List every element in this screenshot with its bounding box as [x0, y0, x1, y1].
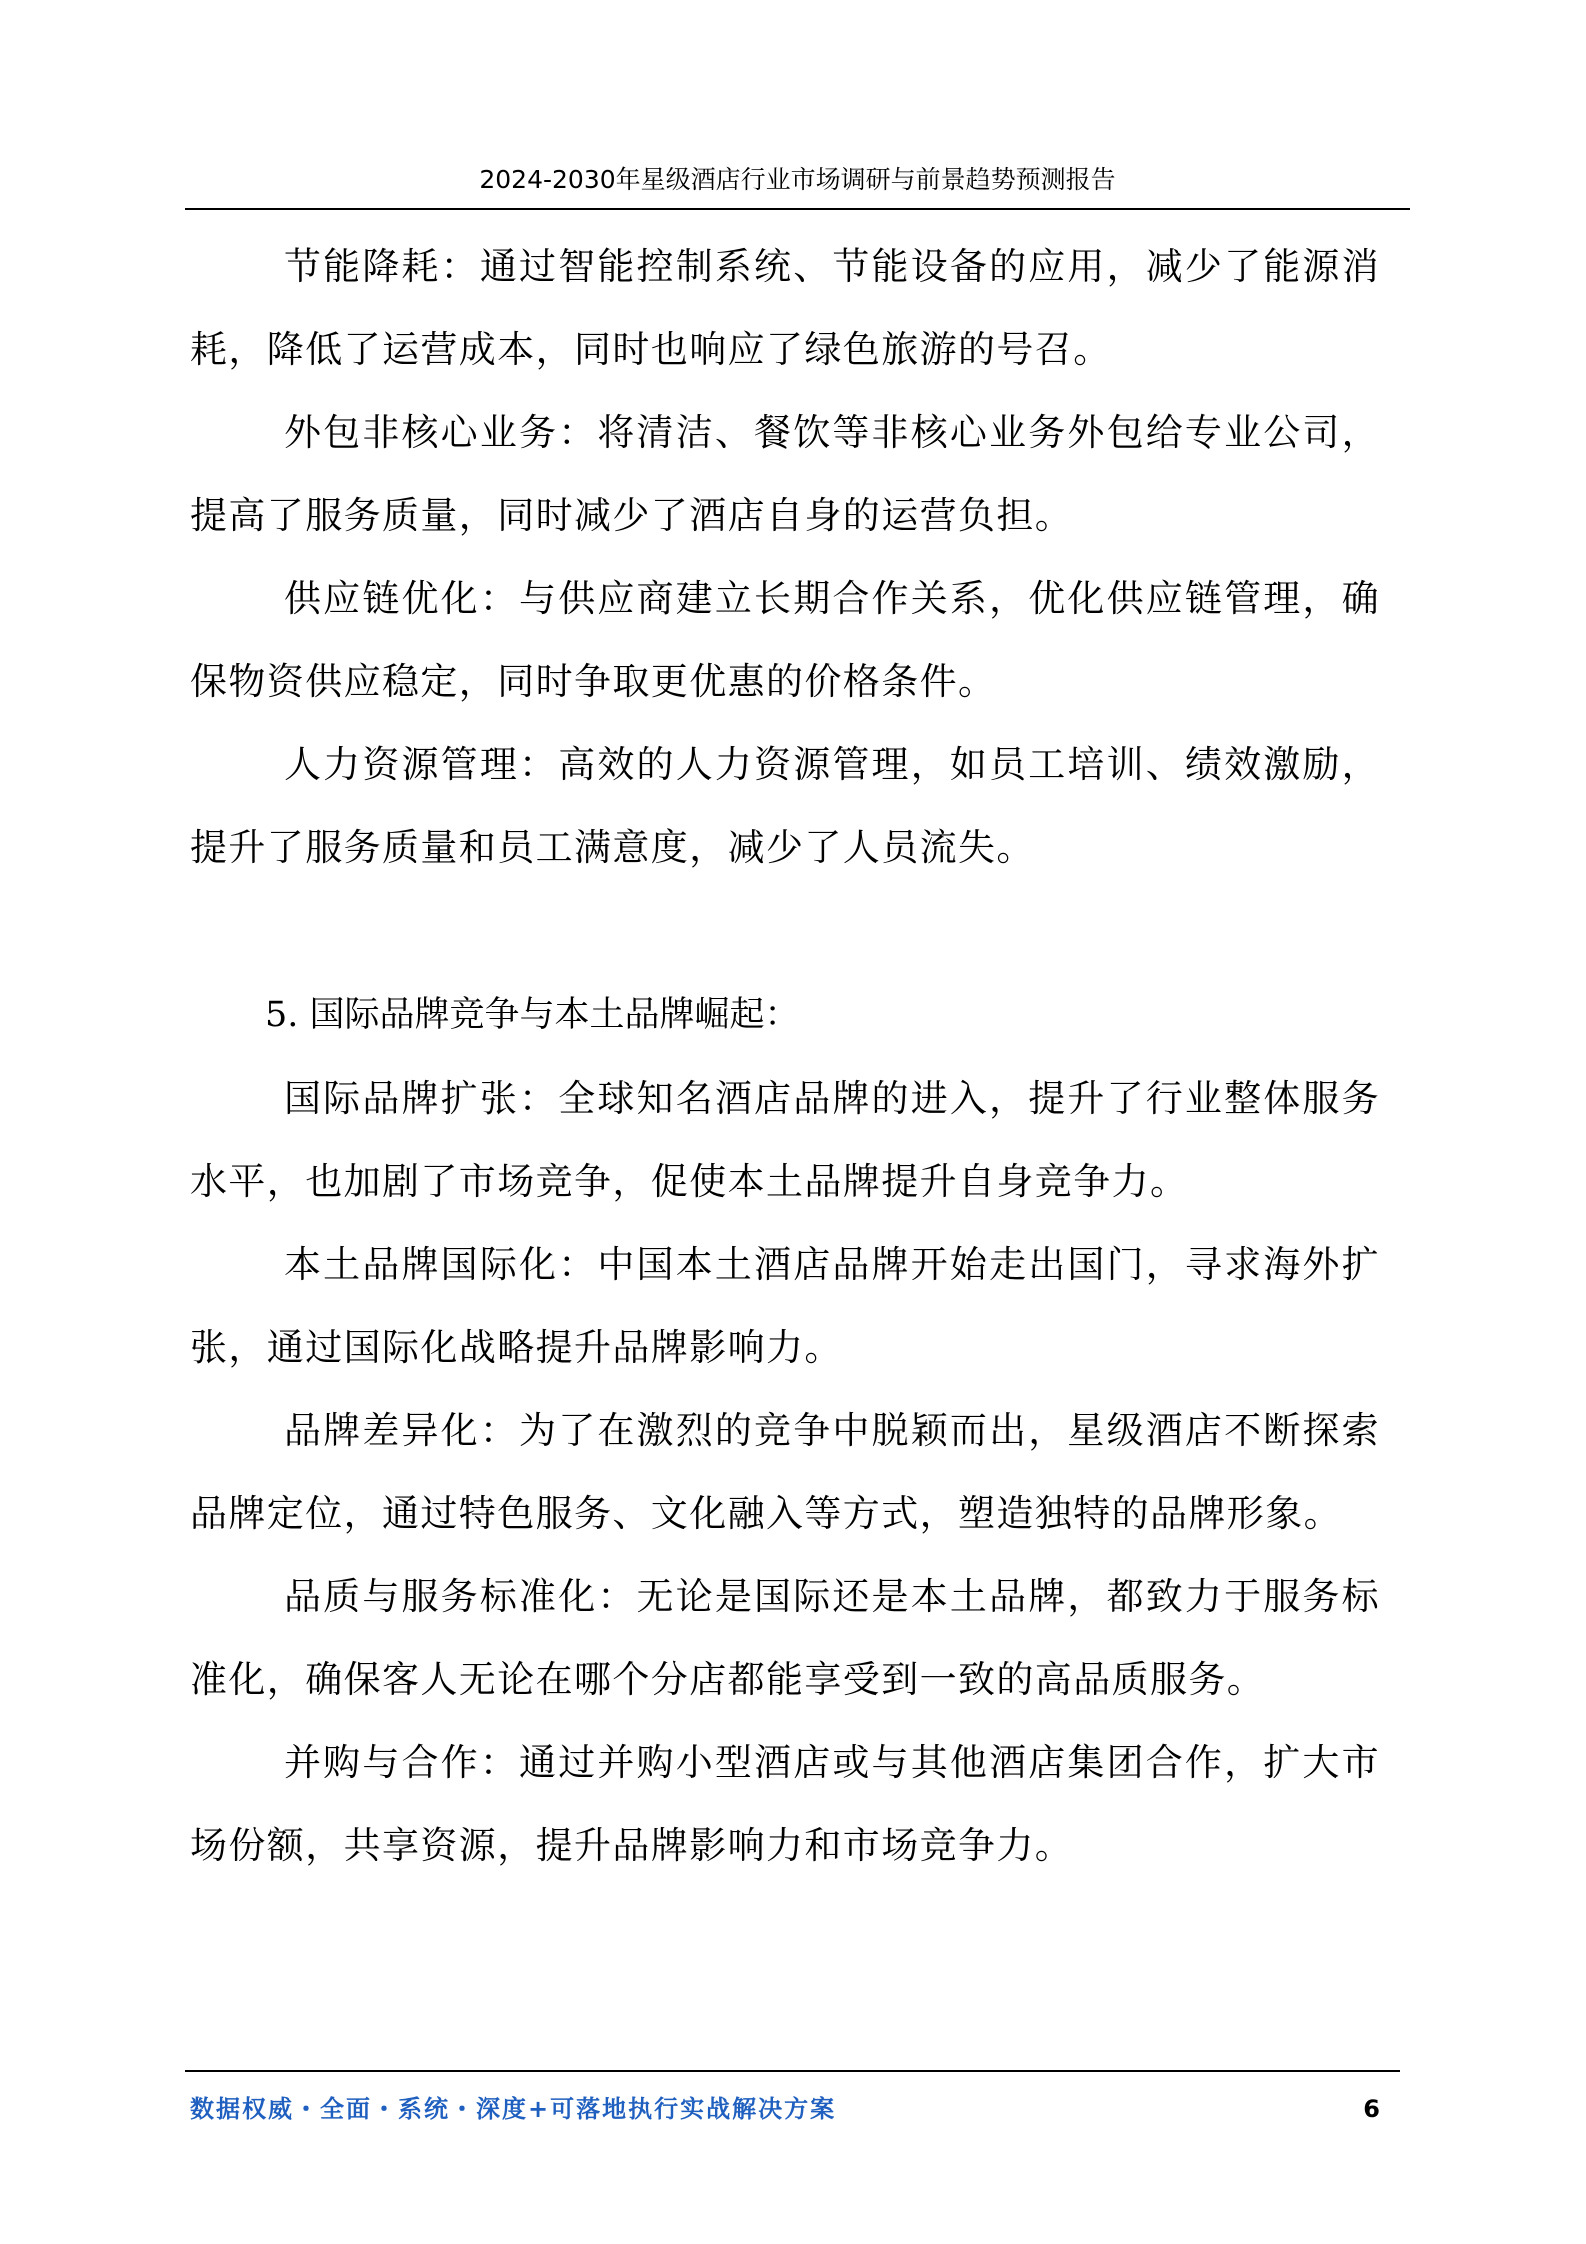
paragraph-outsourcing: 外包非核心业务：将清洁、餐饮等非核心业务外包给专业公司，提高了服务质量，同时减少了酒店自身的运营负担。 [190, 411, 1380, 537]
paragraph-brand-differentiation: 品牌差异化：为了在激烈的竞争中脱颖而出，星级酒店不断探索品牌定位，通过特色服务、文化融入等方式，塑造独特的品牌形象。 [190, 1409, 1380, 1535]
footer-slogan: 数据权威・全面・系统・深度+可落地执行实战解决方案 [190, 2095, 837, 2123]
section-spacer [190, 889, 1380, 974]
footer-divider [185, 2070, 1400, 2072]
paragraph-energy-saving: 节能降耗：通过智能控制系统、节能设备的应用，减少了能源消耗，降低了运营成本，同时也响应了绿色旅游的号召。 [190, 245, 1380, 371]
paragraph-international-expansion: 国际品牌扩张：全球知名酒店品牌的进入，提升了行业整体服务水平，也加剧了市场竞争，促使本土品牌提升自身竞争力。 [190, 1077, 1380, 1203]
page-number: 6 [1363, 2095, 1380, 2123]
paragraph-supply-chain: 供应链优化：与供应商建立长期合作关系，优化供应链管理，确保物资供应稳定，同时争取更优惠的价格条件。 [190, 577, 1380, 703]
section-heading: 5. 国际品牌竞争与本土品牌崛起： [265, 995, 800, 1035]
paragraph-human-resources: 人力资源管理：高效的人力资源管理，如员工培训、绩效激励，提升了服务质量和员工满意度，减少了人员流失。 [190, 743, 1380, 869]
paragraph-service-standardization: 品质与服务标准化：无论是国际还是本土品牌，都致力于服务标准化，确保客人无论在哪个分店都能享受到一致的高品质服务。 [190, 1575, 1380, 1701]
paragraph-local-internationalization: 本土品牌国际化：中国本土酒店品牌开始走出国门，寻求海外扩张，通过国际化战略提升品牌影响力。 [190, 1243, 1380, 1369]
page-header-title: 2024-2030年星级酒店行业市场调研与前景趋势预测报告 [479, 165, 1116, 194]
paragraph-mergers-cooperation: 并购与合作：通过并购小型酒店或与其他酒店集团合作，扩大市场份额，共享资源，提升品牌影响力和市场竞争力。 [190, 1741, 1380, 1867]
page-content [190, 225, 1380, 1887]
header-divider [185, 208, 1410, 210]
